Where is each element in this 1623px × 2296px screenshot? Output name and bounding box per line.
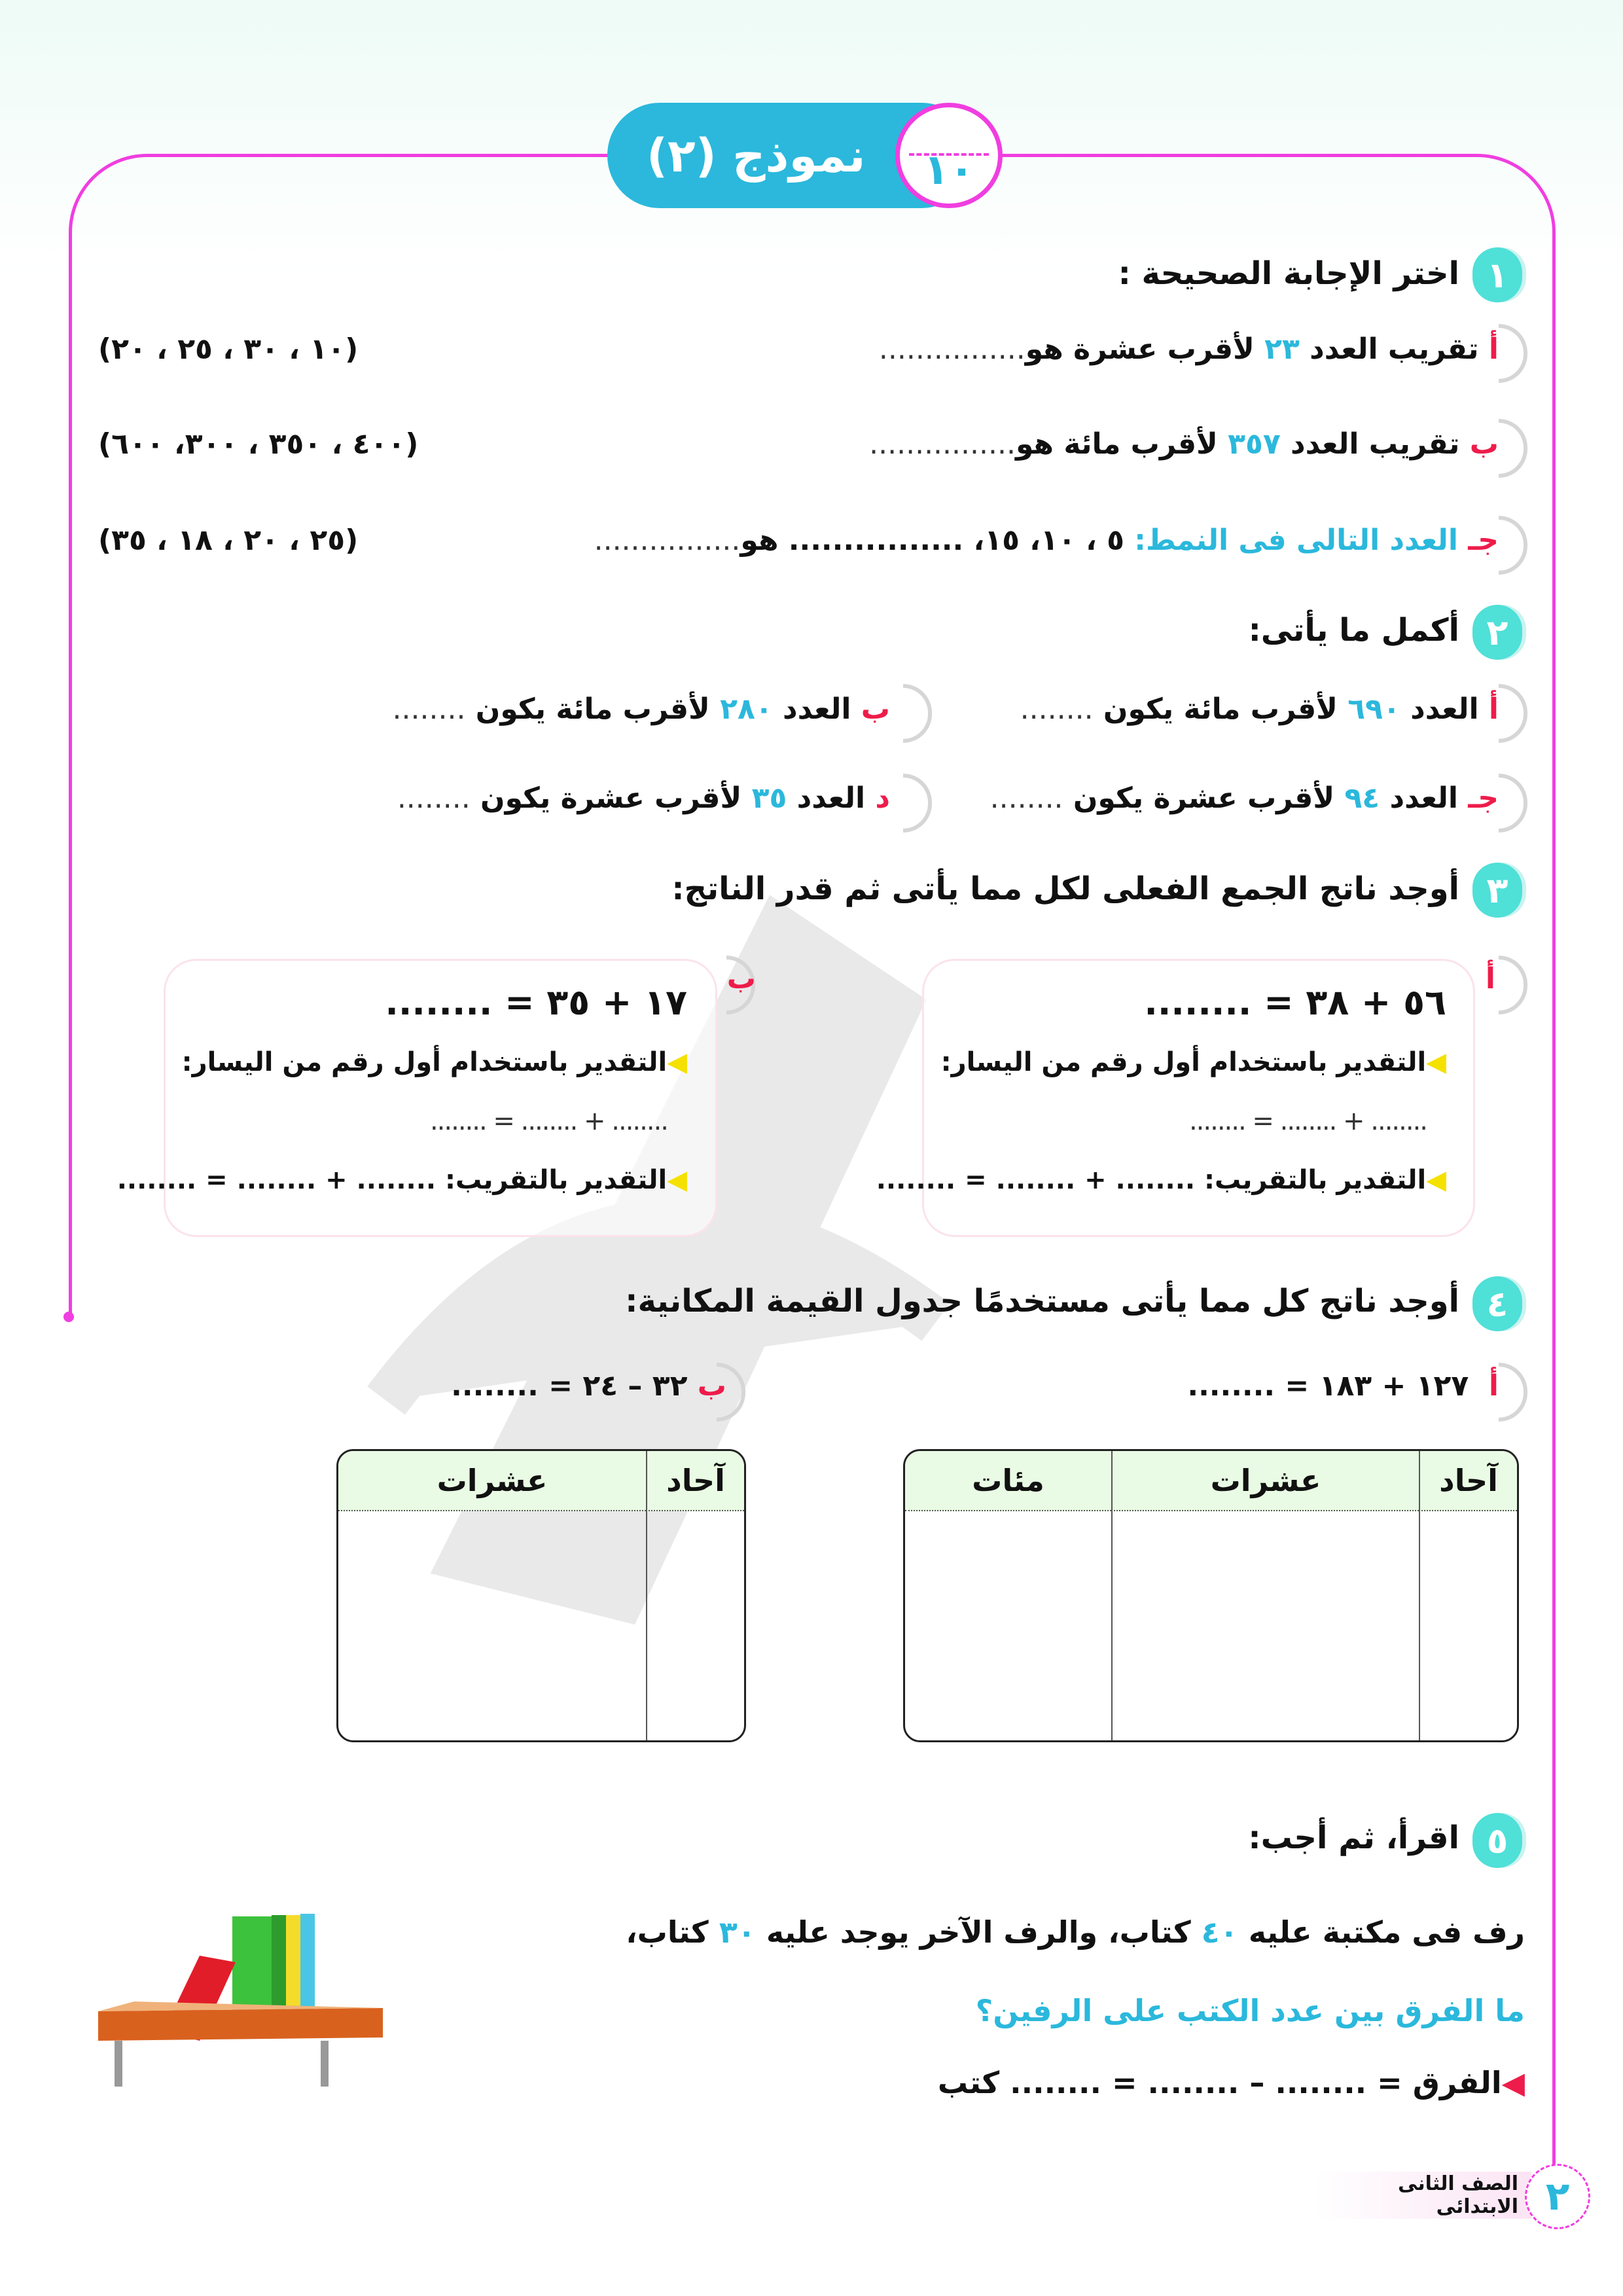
answer-blank[interactable]: ................ bbox=[869, 427, 1016, 461]
pointer-icon: ◀ bbox=[1501, 2065, 1525, 2100]
q3-line1-a[interactable]: ........ + ........ = ........ bbox=[1188, 1106, 1427, 1136]
q4-item-b bbox=[451, 1369, 726, 1403]
question-badge-2: ٢ bbox=[1472, 605, 1522, 660]
answer-blank[interactable]: ................ bbox=[594, 524, 741, 557]
text: العدد bbox=[796, 781, 866, 815]
text[interactable]: التقدير بالتقريب: ........ + ........ = ........ bbox=[116, 1165, 668, 1195]
cell[interactable] bbox=[646, 1511, 744, 1740]
q1-title: اختر الإجابة الصحيحة : bbox=[1118, 255, 1459, 292]
shelf bbox=[98, 2008, 383, 2041]
cell[interactable] bbox=[905, 1511, 1111, 1740]
header-ones: آحاد bbox=[1419, 1451, 1517, 1511]
text: كتاب، bbox=[626, 1914, 709, 1950]
q5-answer bbox=[938, 2065, 1525, 2100]
answer-line[interactable]: الفرق = ........ – ........ = ........ كتب bbox=[937, 2065, 1502, 2100]
q3-letter-a: أ bbox=[1485, 962, 1495, 996]
question-badge-5: ٥ bbox=[1472, 1813, 1522, 1868]
text: تقريب العدد bbox=[1310, 332, 1479, 366]
place-value-table-b bbox=[336, 1449, 746, 1742]
answer-blank[interactable]: ........ bbox=[392, 692, 466, 726]
question-badge-3: ٣ bbox=[1472, 863, 1522, 918]
item-letter: د bbox=[875, 781, 890, 815]
q3-line1-b[interactable]: ........ + ........ = ........ bbox=[429, 1106, 668, 1136]
page-number: ٢ bbox=[1525, 2164, 1590, 2229]
text: العدد bbox=[783, 692, 851, 726]
q2-item-d bbox=[397, 781, 890, 815]
q5-title: اقرأ، ثم أجب: bbox=[1248, 1820, 1459, 1856]
q1-options-b: (٤٠٠ ، ٣٥٠ ، ٣٠٠، ٦٠٠) bbox=[98, 427, 419, 461]
exam-number-text: ١٠ bbox=[923, 146, 975, 194]
cell[interactable] bbox=[1111, 1511, 1419, 1740]
text: العدد التالى فى النمط: bbox=[1134, 524, 1458, 557]
text: لأقرب مائة يكون bbox=[475, 692, 710, 726]
header-tens: عشرات bbox=[338, 1451, 646, 1511]
text: التقدير باستخدام أول رقم من اليسار: bbox=[940, 1047, 1427, 1077]
number: ٣٥٧ bbox=[1228, 427, 1281, 461]
exam-number bbox=[895, 103, 1003, 208]
pointer-icon: ◀ bbox=[1426, 1047, 1446, 1077]
text: لأقرب عشرة يكون bbox=[480, 781, 742, 815]
q1-options-c: (٢٥ ، ٢٠ ، ١٨ ، ٣٥) bbox=[98, 524, 359, 557]
header-hundreds: مئات bbox=[905, 1451, 1111, 1511]
q4-title: أوجد ناتج كل مما يأتى مستخدمًا جدول القيمة المكانية: bbox=[625, 1283, 1459, 1319]
expression: ٣٢ – ٢٤ = ........ bbox=[451, 1369, 688, 1403]
item-letter: أ bbox=[1488, 692, 1499, 726]
q4-item-a bbox=[1187, 1369, 1499, 1403]
q1-options-a: (١٠ ، ٣٠ ، ٢٥ ، ٢٠) bbox=[98, 332, 359, 366]
q2-item-b bbox=[393, 692, 890, 726]
number: ٣٠ bbox=[719, 1914, 756, 1950]
q5-question: ما الفرق بين عدد الكتب على الرفين؟ bbox=[975, 1993, 1525, 2028]
number: ٣٥ bbox=[751, 781, 787, 815]
header-tens: عشرات bbox=[1111, 1451, 1419, 1511]
text: لأقرب مائة يكون bbox=[1103, 692, 1338, 726]
q1-item-a bbox=[879, 332, 1499, 366]
q1-item-c bbox=[594, 524, 1499, 557]
number: ٢٣ bbox=[1264, 332, 1300, 366]
item-letter: جـ bbox=[1468, 524, 1499, 557]
title-text: نموذج (٢) bbox=[647, 128, 866, 183]
grade-label bbox=[1315, 2172, 1531, 2219]
q1-item-b bbox=[869, 427, 1499, 461]
q3-expr-a: ٥٦ + ٣٨ = ........ bbox=[1144, 982, 1446, 1023]
text: العدد bbox=[1410, 692, 1479, 726]
text: تقريب العدد bbox=[1291, 427, 1460, 461]
number: ٦٩٠ bbox=[1347, 692, 1400, 726]
place-value-table-a bbox=[903, 1449, 1519, 1742]
q3-expr-b: ١٧ + ٣٥ = ........ bbox=[385, 982, 687, 1023]
text: لأقرب عشرة يكون bbox=[1073, 781, 1335, 815]
item-letter: أ bbox=[1488, 332, 1499, 366]
number: ٢٨٠ bbox=[720, 692, 773, 726]
pointer-icon: ◀ bbox=[1426, 1165, 1446, 1195]
item-letter: ب bbox=[1469, 427, 1499, 461]
frame-gap bbox=[62, 1317, 82, 2233]
text: التقدير باستخدام أول رقم من اليسار: bbox=[181, 1047, 668, 1077]
question-badge-4: ٤ bbox=[1472, 1276, 1522, 1331]
item-letter: جـ bbox=[1468, 781, 1499, 815]
item-letter: أ bbox=[1488, 1369, 1499, 1403]
pointer-icon: ◀ bbox=[667, 1047, 687, 1077]
text: رف فى مكتبة عليه bbox=[1248, 1914, 1525, 1950]
cell[interactable] bbox=[338, 1511, 646, 1740]
grade-text: الصف الثانى الابتدائى bbox=[1398, 2172, 1518, 2218]
question-badge-1: ١ bbox=[1472, 247, 1522, 302]
q3-letter-b: ب bbox=[726, 962, 756, 996]
pointer-icon: ◀ bbox=[667, 1165, 687, 1195]
q2-item-a bbox=[1020, 692, 1499, 726]
expression: ١٢٧ + ١٨٣ = ........ bbox=[1187, 1369, 1469, 1403]
q3-est2-b bbox=[117, 1165, 687, 1195]
books-on-shelf-illustration bbox=[95, 1910, 386, 2090]
answer-blank[interactable]: ........ bbox=[397, 781, 471, 815]
q2-item-c bbox=[990, 781, 1499, 815]
text: العدد bbox=[1389, 781, 1458, 815]
text: لأقرب عشرة هو bbox=[1025, 332, 1255, 366]
text: لأقرب مائة هو bbox=[1015, 427, 1218, 461]
q3-est2-a bbox=[876, 1165, 1446, 1195]
text: كتاب، والرف الآخر يوجد عليه bbox=[766, 1914, 1191, 1950]
q2-title: أكمل ما يأتى: bbox=[1248, 612, 1459, 649]
q5-story bbox=[626, 1914, 1525, 1950]
q3-est1-a bbox=[941, 1047, 1446, 1077]
item-letter: ب bbox=[861, 692, 890, 726]
text[interactable]: التقدير بالتقريب: ........ + ........ = ........ bbox=[876, 1165, 1427, 1195]
frame-dot bbox=[63, 1312, 74, 1322]
answer-blank[interactable]: ........ bbox=[1020, 692, 1094, 726]
header-ones: آحاد bbox=[646, 1451, 744, 1511]
q3-est1-b bbox=[182, 1047, 687, 1077]
cell[interactable] bbox=[1419, 1511, 1517, 1740]
item-letter: ب bbox=[697, 1369, 726, 1403]
text: ٥ ، ١٠، ١٥، ................ هو bbox=[740, 524, 1124, 557]
answer-blank[interactable]: ................ bbox=[878, 332, 1026, 366]
number: ٩٤ bbox=[1344, 781, 1380, 815]
number: ٤٠ bbox=[1201, 1914, 1238, 1950]
answer-blank[interactable]: ........ bbox=[990, 781, 1063, 815]
q3-title: أوجد ناتج الجمع الفعلى لكل مما يأتى ثم قدر الناتج: bbox=[671, 870, 1459, 907]
